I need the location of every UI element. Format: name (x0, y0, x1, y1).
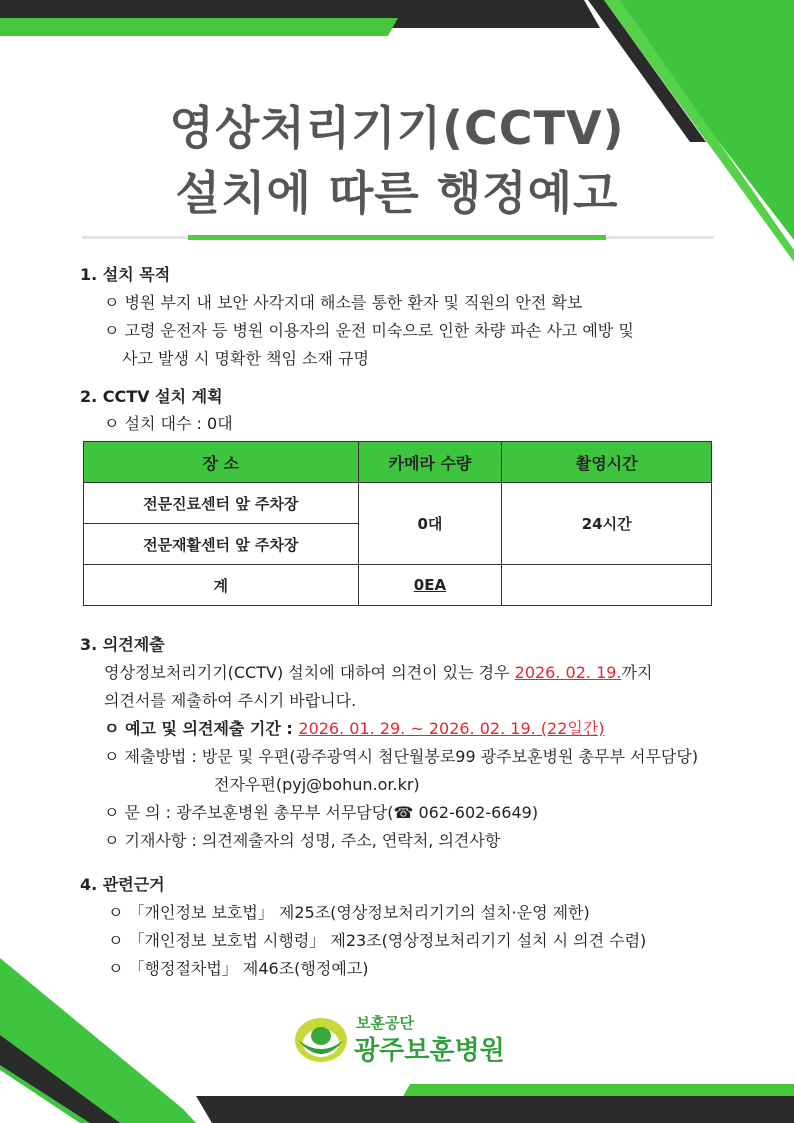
comment-period (104, 716, 605, 739)
inquiry-text: ㅇ 문 의 : 광주보훈병원 총무부 서무담당( (104, 803, 394, 822)
top-green-bar (0, 18, 398, 36)
legal-basis-item: ㅇ 「개인정보 보호법 시행령」 제23조(영상정보처리기기 설치 시 의견 수렴) (108, 931, 647, 950)
inquiry-line (104, 800, 538, 823)
page-title-line1: 영상처리기기(CCTV) (169, 101, 625, 155)
recording-time-cell: 24시간 (502, 483, 712, 565)
section1-item-2: ㅇ 고령 운전자 등 병원 이용자의 운전 미숙으로 인한 차량 파손 사고 예방 및 (104, 321, 634, 340)
section1-item-1: ㅇ 병원 부지 내 보안 사각지대 해소를 통한 환자 및 직원의 안전 확보 (104, 293, 583, 312)
left-green-stripe (0, 958, 200, 1123)
inquiry-phone: 062-602-6649) (413, 803, 539, 822)
phone-icon: ☎ (393, 803, 414, 822)
section2-heading: 2. CCTV 설치 계획 (80, 387, 223, 406)
section3-paragraph-1 (104, 660, 652, 683)
section3-paragraph-2: 의견서를 제출하여 주시기 바랍니다. (104, 691, 357, 710)
location-cell: 전문재활센터 앞 주차장 (84, 524, 359, 565)
total-count-cell: 0EA (358, 565, 502, 606)
legal-basis-item: ㅇ 「행정절차법」 제46조(행정예고) (108, 959, 369, 978)
section1-item-2-cont: 사고 발생 시 명확한 책임 소재 규명 (122, 349, 369, 368)
required-items: ㅇ 기재사항 : 의견제출자의 성명, 주소, 연락처, 의견사항 (104, 831, 501, 850)
legal-basis-item: ㅇ 「개인정보 보호법」 제25조(영상정보처리기기의 설치·운영 제한) (108, 903, 590, 922)
cctv-plan-table (83, 441, 712, 606)
section1-heading: 1. 설치 목적 (80, 265, 171, 284)
table-header-row (84, 442, 712, 483)
table-total-row (84, 565, 712, 606)
total-empty-cell (502, 565, 712, 606)
location-cell: 전문진료센터 앞 주차장 (84, 483, 359, 524)
period-value: 2026. 01. 29. ~ 2026. 02. 19. (22일간) (298, 719, 605, 738)
period-label: ㅇ 예고 및 의견제출 기간 : (104, 719, 299, 738)
total-label-cell: 계 (84, 565, 359, 606)
bottom-dark-bar (196, 1096, 794, 1123)
hospital-logo (292, 1010, 512, 1066)
header-location: 장 소 (84, 442, 359, 483)
logo-hospital-name: 광주보훈병원 (354, 1036, 505, 1066)
logo-emblem-icon (292, 1010, 350, 1066)
camera-count-cell: 0대 (358, 483, 502, 565)
table-row (84, 483, 712, 524)
install-count: ㅇ 설치 대수 : 0대 (104, 414, 233, 433)
paragraph-text-end: 까지 (621, 663, 653, 682)
submission-email: 전자우편(pyj@bohun.or.kr) (214, 775, 420, 794)
section3-heading: 3. 의견제출 (80, 635, 165, 654)
submission-method: ㅇ 제출방법 : 방문 및 우편(광주광역시 첨단월봉로99 광주보훈병원 총무부 서무담당) (104, 747, 699, 766)
logo-org-name: 보훈공단 (356, 1014, 414, 1032)
header-camera-count: 카메라 수량 (358, 442, 502, 483)
title-divider-green (188, 235, 606, 240)
paragraph-text: 영상정보처리기기(CCTV) 설치에 대하여 의견이 있는 경우 (104, 663, 515, 682)
section4-heading: 4. 관련근거 (80, 875, 165, 894)
header-recording-time: 촬영시간 (502, 442, 712, 483)
deadline-date: 2026. 02. 19. (514, 663, 622, 682)
page-title-line2: 설치에 따른 행정예고 (175, 166, 619, 220)
